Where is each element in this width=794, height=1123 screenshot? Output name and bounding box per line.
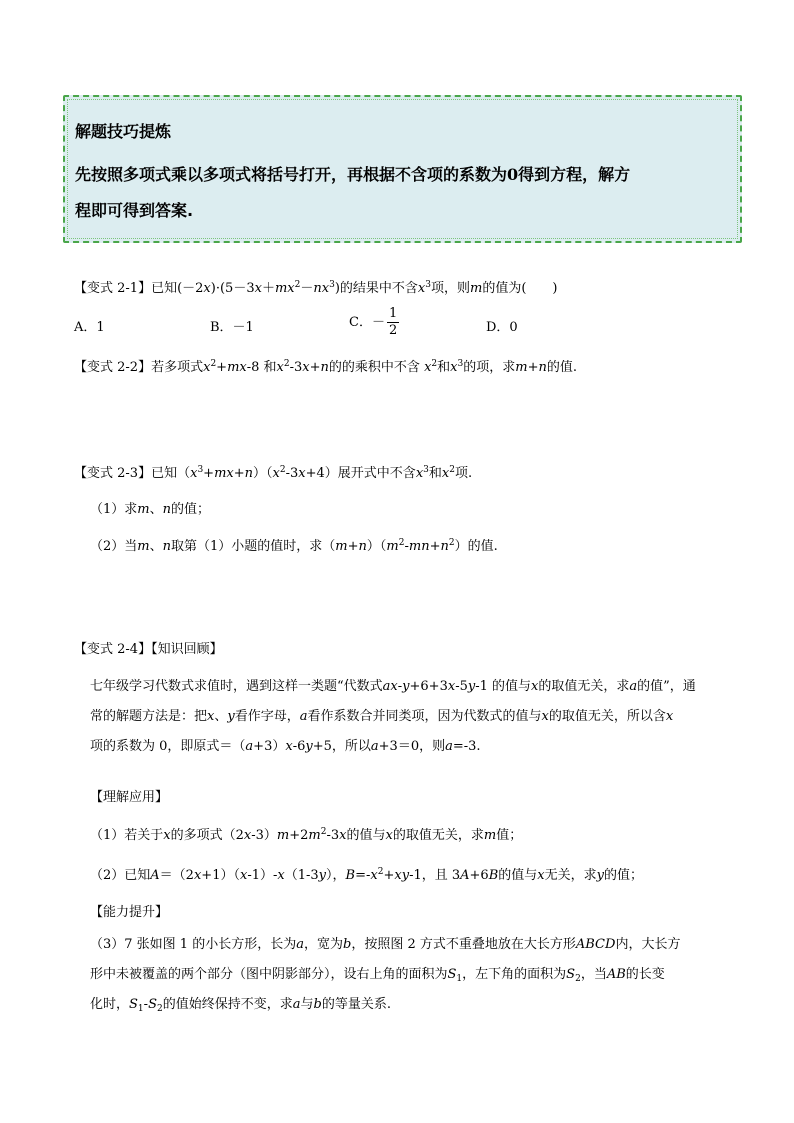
review-line-1: 七年级学习代数式求值时，遇到这样一类题“代数式ax-y+6+3x-5y-1 的值与x的取值无关，求a的值”，通 xyxy=(90,679,696,694)
tip-number: 0 xyxy=(507,165,519,184)
option-d: D．0 xyxy=(486,320,518,335)
ability-part3 xyxy=(90,930,750,1020)
tip-text: 程即可得到答案. xyxy=(75,201,194,220)
question-2-3-part2: （2）当m、n取第（1）小题的值时，求$(m+n)(m^2-mn+n^2)$的值. xyxy=(90,538,498,554)
option-a: A．1 xyxy=(74,320,105,335)
knowledge-review xyxy=(90,672,750,762)
question-2-2: 【变式 2-2】若多项式$x^2+mx-8$ 和$x^2-3x+n$的的乘积中不含 $x^2$和$x^3$的项，求m+n的值. xyxy=(74,359,577,375)
tip-body xyxy=(75,157,737,229)
option-b: B．－1 xyxy=(210,320,254,335)
ability-line-1: （3）7 张如图 1 的小长方形，长为a，宽为b，按照图 2 方式不重叠地放在大长方形ABCD内，大长方 xyxy=(90,937,681,952)
apply-part1: （1）若关于x的多项式$(2x-3)m+2m^2-3x$的值与x的取值无关，求m值； xyxy=(90,827,523,843)
question-2-4-label: 【变式 2-4】【知识回顾】 xyxy=(74,642,223,657)
review-line-3: 项的系数为 0，即原式＝（a+3）x-6y+5，所以a+3＝0，则a=-3. xyxy=(90,739,481,754)
fraction: $\frac{1}{2}$ xyxy=(388,306,398,338)
ability-line-3: 化时，$S_1-S_2$的值始终保持不变，求a与b的等量关系. xyxy=(90,997,391,1014)
option-c: C．－ $\frac{1}{2}$ xyxy=(349,306,398,338)
tip-box xyxy=(63,95,742,243)
question-2-3: 【变式 2-3】已知$(x^3+mx+n)(x^2-3x+4)$展开式中不含$x^3$和$x^2$项. xyxy=(74,465,473,481)
apply-part2: （2）已知A＝（2x+1）（x-1）-x（1-3y），$B=-x^2+xy-1$，且 3A+6B的值与x无关，求y的值； xyxy=(90,867,644,883)
ability-label: 【能力提升】 xyxy=(90,905,169,920)
ability-line-2: 形中未被覆盖的两个部分（图中阴影部分），设右上角的面积为$S_1$，左下角的面积为$S_2$，当AB的长变 xyxy=(90,967,665,984)
tip-title: 解题技巧提炼 xyxy=(75,122,172,141)
tip-text: 得到方程，解方 xyxy=(518,165,631,184)
apply-label: 【理解应用】 xyxy=(90,790,169,805)
question-2-1: 【变式 2-1】已知$(-2x)\cdot(5-3x+mx^2-nx^3)$的结果中不含$x^3$项，则m的值为( ) xyxy=(74,280,558,296)
question-2-3-part1: （1）求m、n的值； xyxy=(90,502,211,517)
review-line-2: 常的解题方法是：把x、y看作字母，a看作系数合并同类项，因为代数式的值与x的取值无关，所以含x xyxy=(90,709,674,724)
tip-text: 先按照多项式乘以多项式将括号打开，再根据不含项的系数为 xyxy=(75,165,508,184)
